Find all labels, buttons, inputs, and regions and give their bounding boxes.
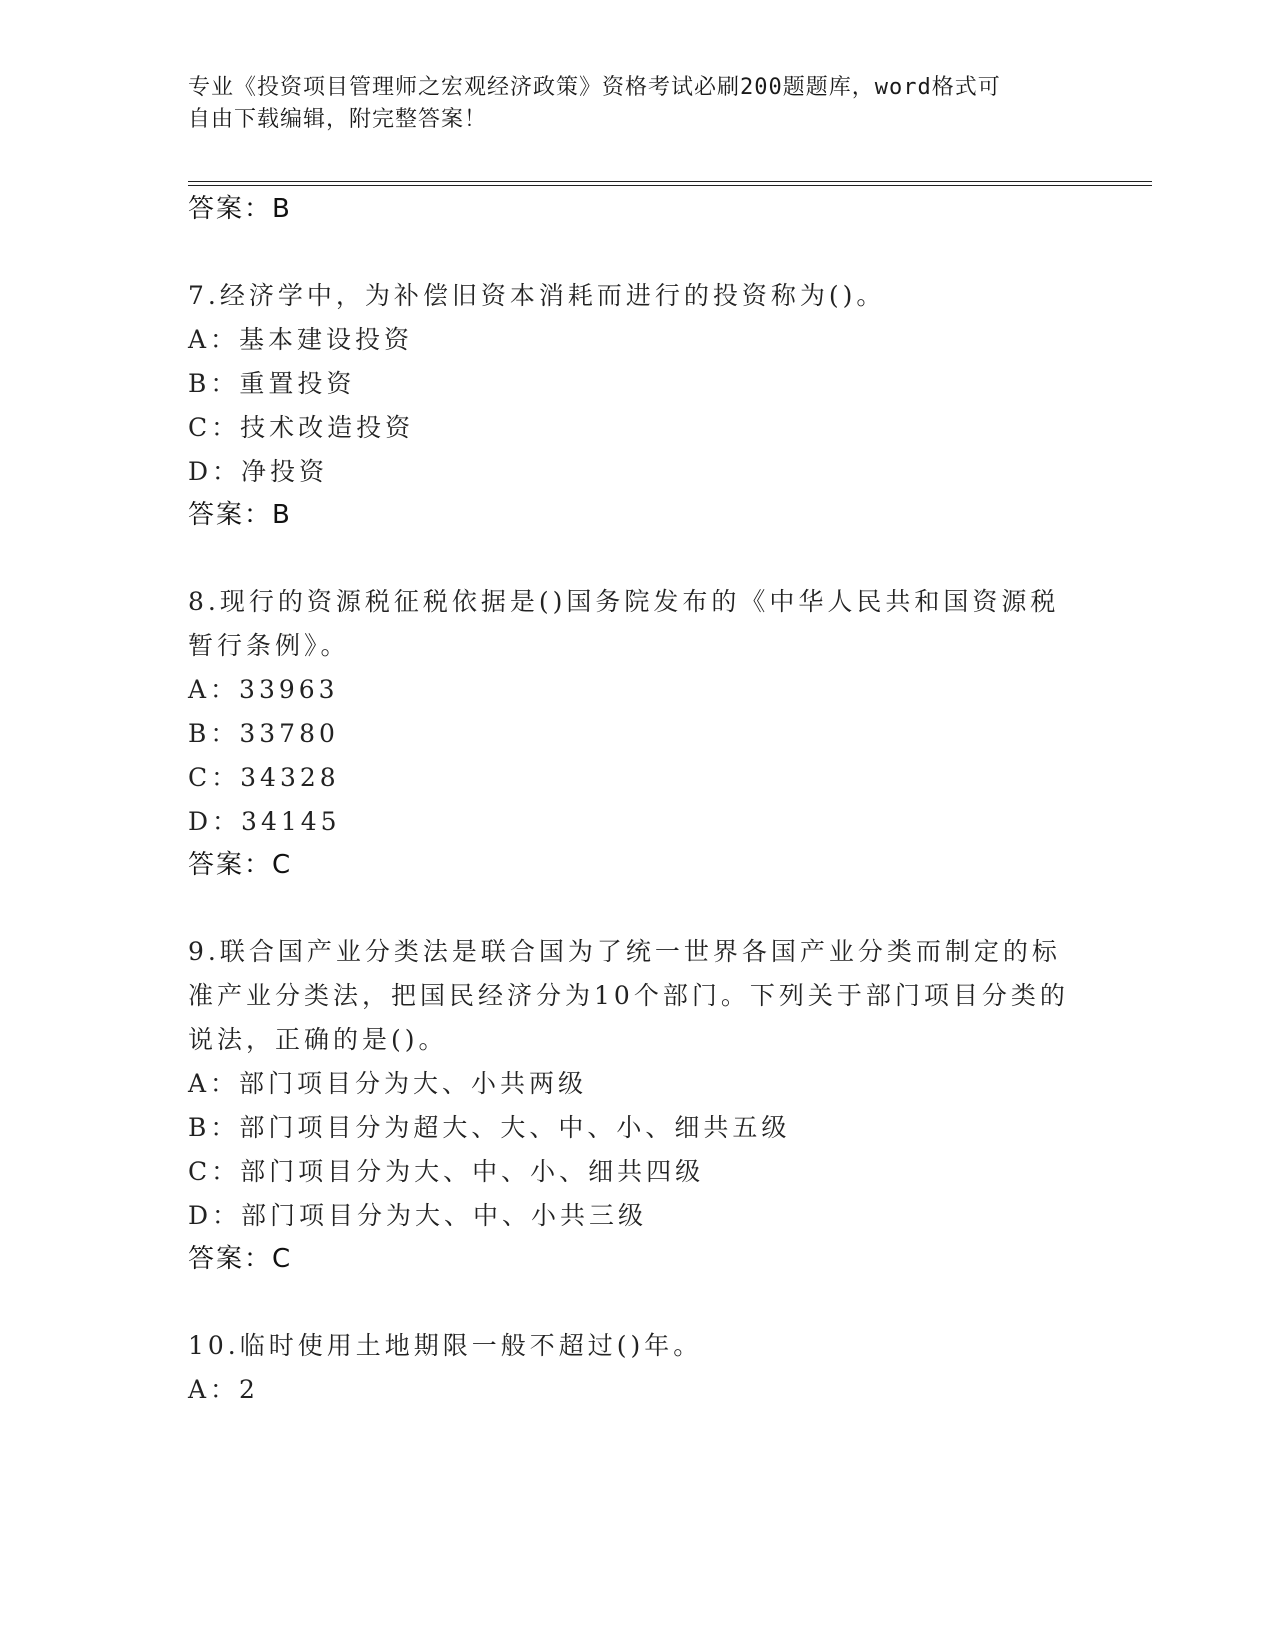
question-7-option-b: B：重置投资	[188, 369, 356, 398]
header-line-2: 自由下载编辑，附完整答案！	[188, 107, 488, 132]
question-7-option-a: A：基本建设投资	[188, 325, 414, 354]
question-8-option-c: C：34328	[188, 763, 340, 792]
question-8-option-b: B：33780	[188, 719, 339, 748]
header-divider	[188, 181, 1152, 182]
header-divider-second	[188, 185, 1152, 186]
question-9-stem-line-1: 9.联合国产业分类法是联合国为了统一世界各国产业分类而制定的标	[188, 937, 1061, 966]
question-8-stem-line-1: 8.现行的资源税征税依据是()国务院发布的《中华人民共和国资源税	[188, 587, 1060, 616]
question-7-option-d: D：净投资	[188, 457, 329, 486]
question-7-answer: 答案：B	[188, 500, 292, 530]
question-10-stem: 10.临时使用土地期限一般不超过()年。	[188, 1331, 703, 1360]
question-8-answer: 答案：C	[188, 850, 293, 880]
question-8-option-d: D：34145	[188, 807, 341, 836]
question-9-stem-line-3: 说法，正确的是()。	[188, 1025, 448, 1054]
question-10-option-a: A：2	[188, 1375, 259, 1404]
document-header	[188, 72, 1068, 136]
question-9-answer: 答案：C	[188, 1244, 293, 1274]
question-9-option-b: B：部门项目分为超大、大、中、小、细共五级	[188, 1113, 791, 1142]
question-8-stem-line-2: 暂行条例》。	[188, 631, 350, 660]
header-line-1: 专业《投资项目管理师之宏观经济政策》资格考试必刷200题题库，word格式可	[188, 75, 1001, 100]
question-9-option-a: A：部门项目分为大、小共两级	[188, 1069, 588, 1098]
question-9-option-d: D：部门项目分为大、中、小共三级	[188, 1201, 648, 1230]
question-7-stem: 7.经济学中，为补偿旧资本消耗而进行的投资称为()。	[188, 281, 886, 310]
answer-previous: 答案：B	[188, 194, 292, 224]
question-9-option-c: C：部门项目分为大、中、小、细共四级	[188, 1157, 705, 1186]
question-7-option-c: C：技术改造投资	[188, 413, 415, 442]
question-9-stem-line-2: 准产业分类法，把国民经济分为10个部门。下列关于部门项目分类的	[188, 981, 1069, 1010]
question-8-option-a: A：33963	[188, 675, 339, 704]
